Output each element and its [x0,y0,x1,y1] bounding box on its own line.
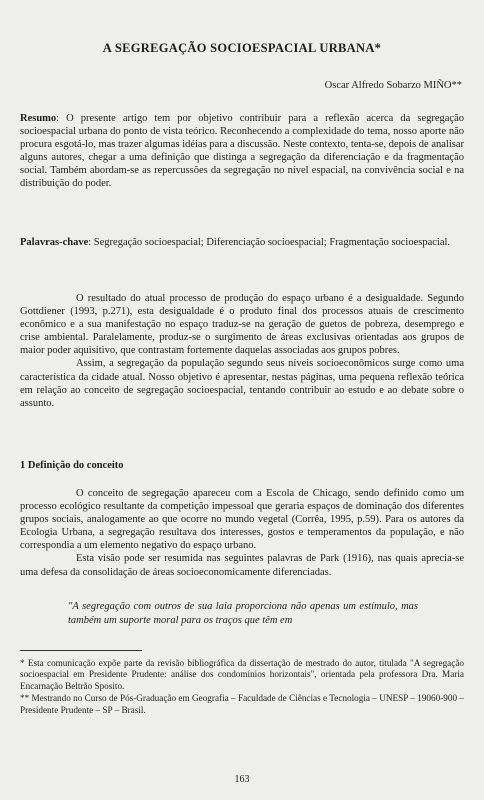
footnotes [20,658,464,717]
page-number: 163 [234,774,250,785]
footnote-divider [20,650,142,651]
keywords [20,236,464,249]
abstract-text: : O presente artigo tem por objetivo contribuir para a reflexão acerca da segregação socioespacial urbana do ponto de vista teórico. Reconhecendo a complexidade do tema, nosso aporte não procura esgotá-lo, mas trazer algumas idéias para a discussão. Neste contexto, tenta-se, depois de analisar alguns autores, chegar a uma definição que distinga a segregação da diferenciação e da fragmentação social. Também abordam-se as repercussões da segregação no nível espacial, na convivência social e na distribuição do poder. [20,113,464,190]
paragraph: Esta visão pode ser resumida nas seguintes palavras de Park (1916), nas quais aprecia-se uma defesa da consolidação de áreas socioeconomicamente diferenciadas. [20,553,464,578]
keywords-text: : Segregação socioespacial; Diferenciação socioespacial; Fragmentação socioespacial. [88,237,451,248]
abstract [20,112,464,191]
paragraph: Assim, a segregação da população segundo seus níveis socioeconômicos surge como uma característica da cidade atual. Nosso objetivo é apresentar, nestas páginas, uma pequena reflexão teórica em relação ao conceito de segregação socioespacial, tentando contribuir ao estudo e ao debate sobre o assunto. [20,358,464,409]
author-name: Oscar Alfredo Sobarzo MIÑO** [324,80,462,91]
keywords-label: Palavras-chave [20,237,89,248]
section-heading: 1 Definição do conceito [20,460,124,471]
article-title: A SEGREGAÇÃO SOCIOESPACIAL URBANA* [102,41,382,55]
block-quote: "A segregação com outros de sua laia proporciona não apenas um estímulo, mas também um suporte moral para os traços que têm em [68,601,418,626]
abstract-label: Resumo [20,113,57,124]
paragraph: O resultado do atual processo de produção do espaço urbano é a desigualdade. Segundo Gottdiener (1993, p.271), esta desigualdade é o produto final dos processos atuais de crescimento econômico e a sua manifestação no espaço traduz-se na geração de guetos de pobreza, desemprego e crise ambiental. Paralelamente, produz-se o surgimento de áreas exclusivas orientadas aos grupos de maior poder aquisitivo, que contrastam fortemente daquelas associadas aos grupos pobres. [20,293,464,357]
introduction [20,292,464,410]
paragraph: O conceito de segregação apareceu com a Escola de Chicago, sendo definido como um processo ecológico resultante da competição impessoal que geraria espaços de dominação dos diferentes grupos sociais, analogamente ao que ocorre no mundo vegetal (Corrêa, 1995, p.59). Para os autores da Ecologia Urbana, a segregação resultava dos interesses, gostos e temperamentos da população, e não correspondia a um elemento negativo do espaço urbano. [20,488,464,552]
section-body [20,487,464,579]
footnote: * Esta comunicação expõe parte da revisão bibliográfica da dissertação de mestrado do autor, titulada "A segregação socioespacial em Presidente Prudente: análise dos condomínios horizontais", orientada pela professora Dra. Maria Encarnação Beltrão Sposito. [20,658,464,691]
footnote: ** Mestrando no Curso de Pós-Graduação em Geografia – Faculdade de Ciências e Tecnologia – UNESP – 19060-900 – Presidente Prudente – SP – Brasil. [20,693,464,715]
